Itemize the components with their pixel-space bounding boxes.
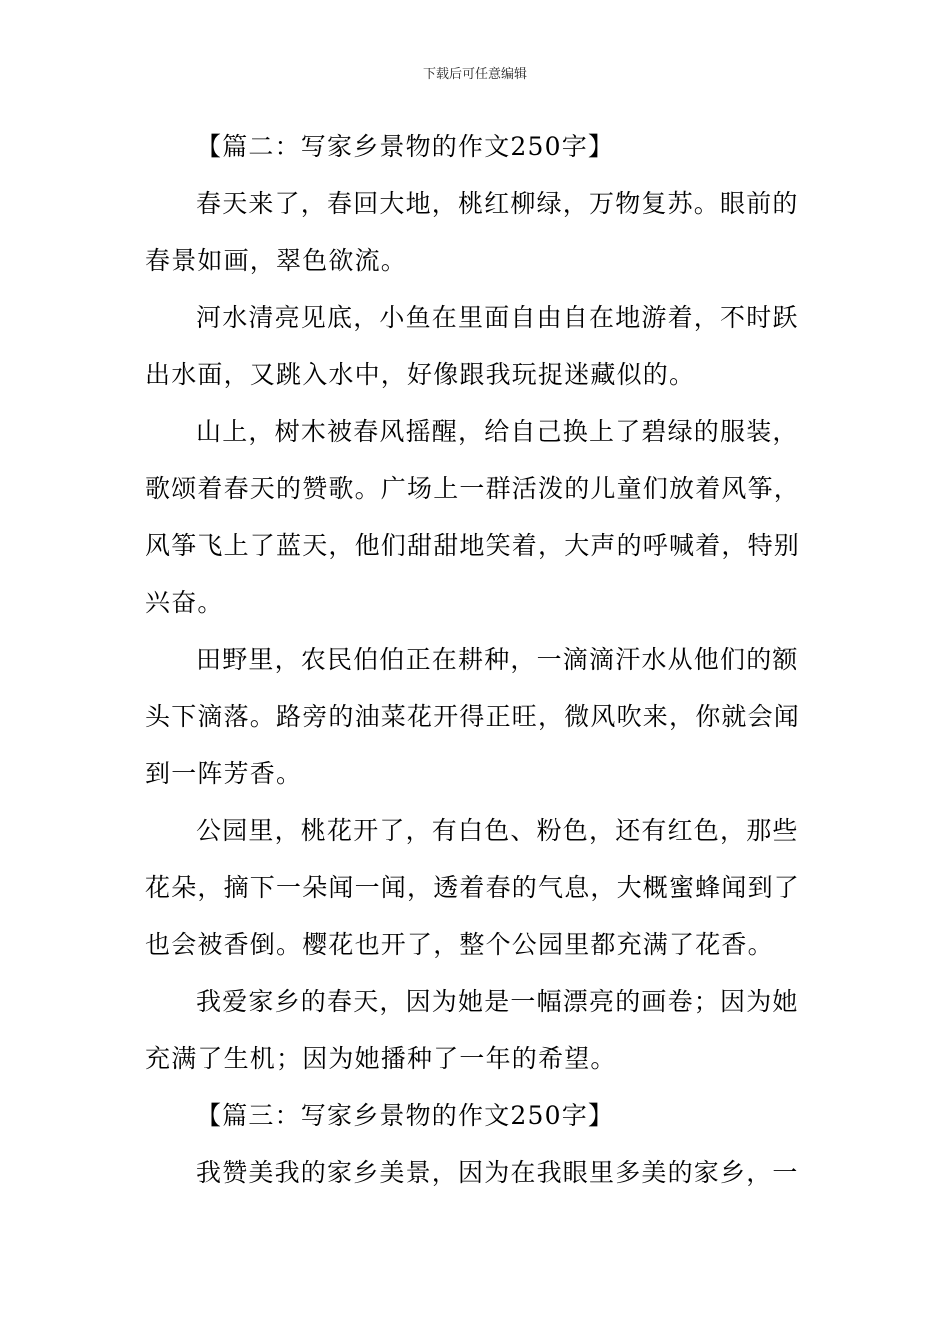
heading-pian-san: 【篇三：写家乡景物的作文250字】 xyxy=(196,1101,615,1130)
page-header: 下载后可任意编辑 xyxy=(422,67,527,82)
text-line: 公园里，桃花开了，有白色、粉色，还有红色，那些 xyxy=(196,816,799,845)
text-line: 充满了生机；因为她播种了一年的希望。 xyxy=(145,1044,617,1073)
heading-pian-er: 【篇二：写家乡景物的作文250字】 xyxy=(196,132,615,161)
text-line: 田野里，农民伯伯正在耕种，一滴滴汗水从他们的额 xyxy=(196,645,799,674)
text-line: 花朵，摘下一朵闻一闻，透着春的气息，大概蜜蜂闻到了 xyxy=(145,873,801,902)
document-body xyxy=(145,127,810,1210)
text-line: 出水面，又跳入水中，好像跟我玩捉迷藏似的。 xyxy=(145,360,696,389)
text-line: 风筝飞上了蓝天，他们甜甜地笑着，大声的呼喊着，特别 xyxy=(145,531,801,560)
text-line: 兴奋。 xyxy=(145,588,224,617)
text-line: 我赞美我的家乡美景，因为在我眼里多美的家乡，一 xyxy=(196,1158,799,1187)
text-line: 春天来了，春回大地，桃红柳绿，万物复苏。眼前的 xyxy=(196,189,799,218)
text-line: 歌颂着春天的赞歌。广场上一群活泼的儿童们放着风筝， xyxy=(145,474,801,503)
text-line: 也会被香倒。樱花也开了，整个公园里都充满了花香。 xyxy=(145,930,774,959)
text-line: 头下滴落。路旁的油菜花开得正旺，微风吹来，你就会闻 xyxy=(145,702,801,731)
text-line: 河水清亮见底，小鱼在里面自由自在地游着，不时跃 xyxy=(196,303,799,332)
text-line: 春景如画，翠色欲流。 xyxy=(145,246,408,275)
text-line: 山上，树木被春风摇醒，给自己换上了碧绿的服装， xyxy=(196,417,799,446)
text-line: 到一阵芳香。 xyxy=(145,759,303,788)
text-line: 我爱家乡的春天，因为她是一幅漂亮的画卷；因为她 xyxy=(196,987,799,1016)
